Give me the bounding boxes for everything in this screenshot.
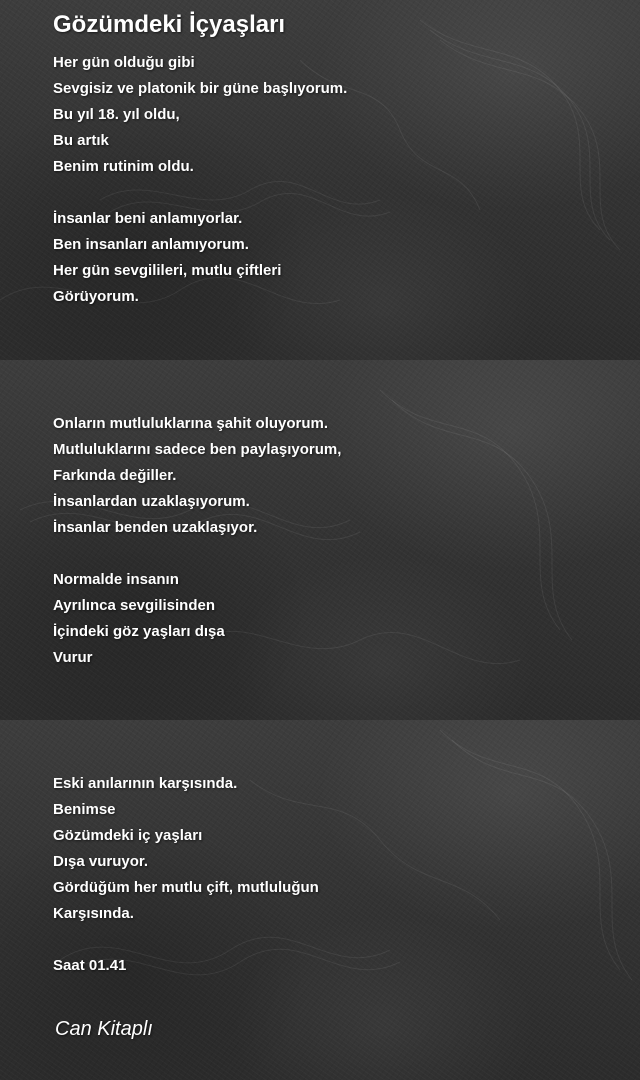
poem-line: Saat 01.41: [53, 957, 127, 974]
poem-line: Ben insanları anlamıyorum.: [53, 236, 249, 253]
poem-panel-3: [0, 720, 640, 1080]
poem-line: Karşısında.: [53, 905, 134, 922]
stanza-list: [53, 771, 319, 979]
poem-panel-1: [0, 0, 640, 360]
poem-line: İçindeki göz yaşları dışa: [53, 623, 225, 640]
stanza-list: [53, 50, 347, 310]
poem-line: Onların mutluluklarına şahit oluyorum.: [53, 415, 329, 432]
stanza-list: [53, 411, 341, 671]
poem-line: Vurur: [53, 649, 93, 666]
poem-line: Gözümdeki iç yaşları: [53, 827, 203, 844]
poem-line: Benim rutinim oldu.: [53, 158, 194, 175]
poem-line: İnsanlar benden uzaklaşıyor.: [53, 519, 258, 536]
stanza-break: [53, 541, 341, 567]
poem-line: Her gün olduğu gibi: [53, 54, 195, 71]
poem-line: İnsanlardan uzaklaşıyorum.: [53, 493, 250, 510]
poem-panel-2: [0, 360, 640, 720]
poem-title: Gözümdeki İçyaşları: [53, 11, 286, 38]
poem-line: Dışa vuruyor.: [53, 853, 149, 870]
stanza-break: [53, 180, 347, 206]
poem-line: Her gün sevgilileri, mutlu çiftleri: [53, 262, 282, 279]
poem-line: Eski anılarının karşısında.: [53, 775, 238, 792]
poem-line: Benimse: [53, 801, 116, 818]
poem-line: Mutluluklarını sadece ben paylaşıyorum,: [53, 441, 342, 458]
poem-line: Görüyorum.: [53, 288, 139, 305]
poem-line: Bu artık: [53, 132, 109, 149]
stanza-break: [53, 927, 319, 953]
poem-line: Sevgisiz ve platonik bir güne başlıyorum.: [53, 80, 348, 97]
poem-line: Ayrılınca sevgilisinden: [53, 597, 216, 614]
poem-line: Farkında değiller.: [53, 467, 177, 484]
poem-line: Normalde insanın: [53, 571, 179, 588]
poem-line: Gördüğüm her mutlu çift, mutluluğun: [53, 879, 319, 896]
poem-line: İnsanlar beni anlamıyorlar.: [53, 210, 243, 227]
poem-author: Can Kitaplı: [55, 1018, 153, 1040]
poem-line: Bu yıl 18. yıl oldu,: [53, 106, 180, 123]
